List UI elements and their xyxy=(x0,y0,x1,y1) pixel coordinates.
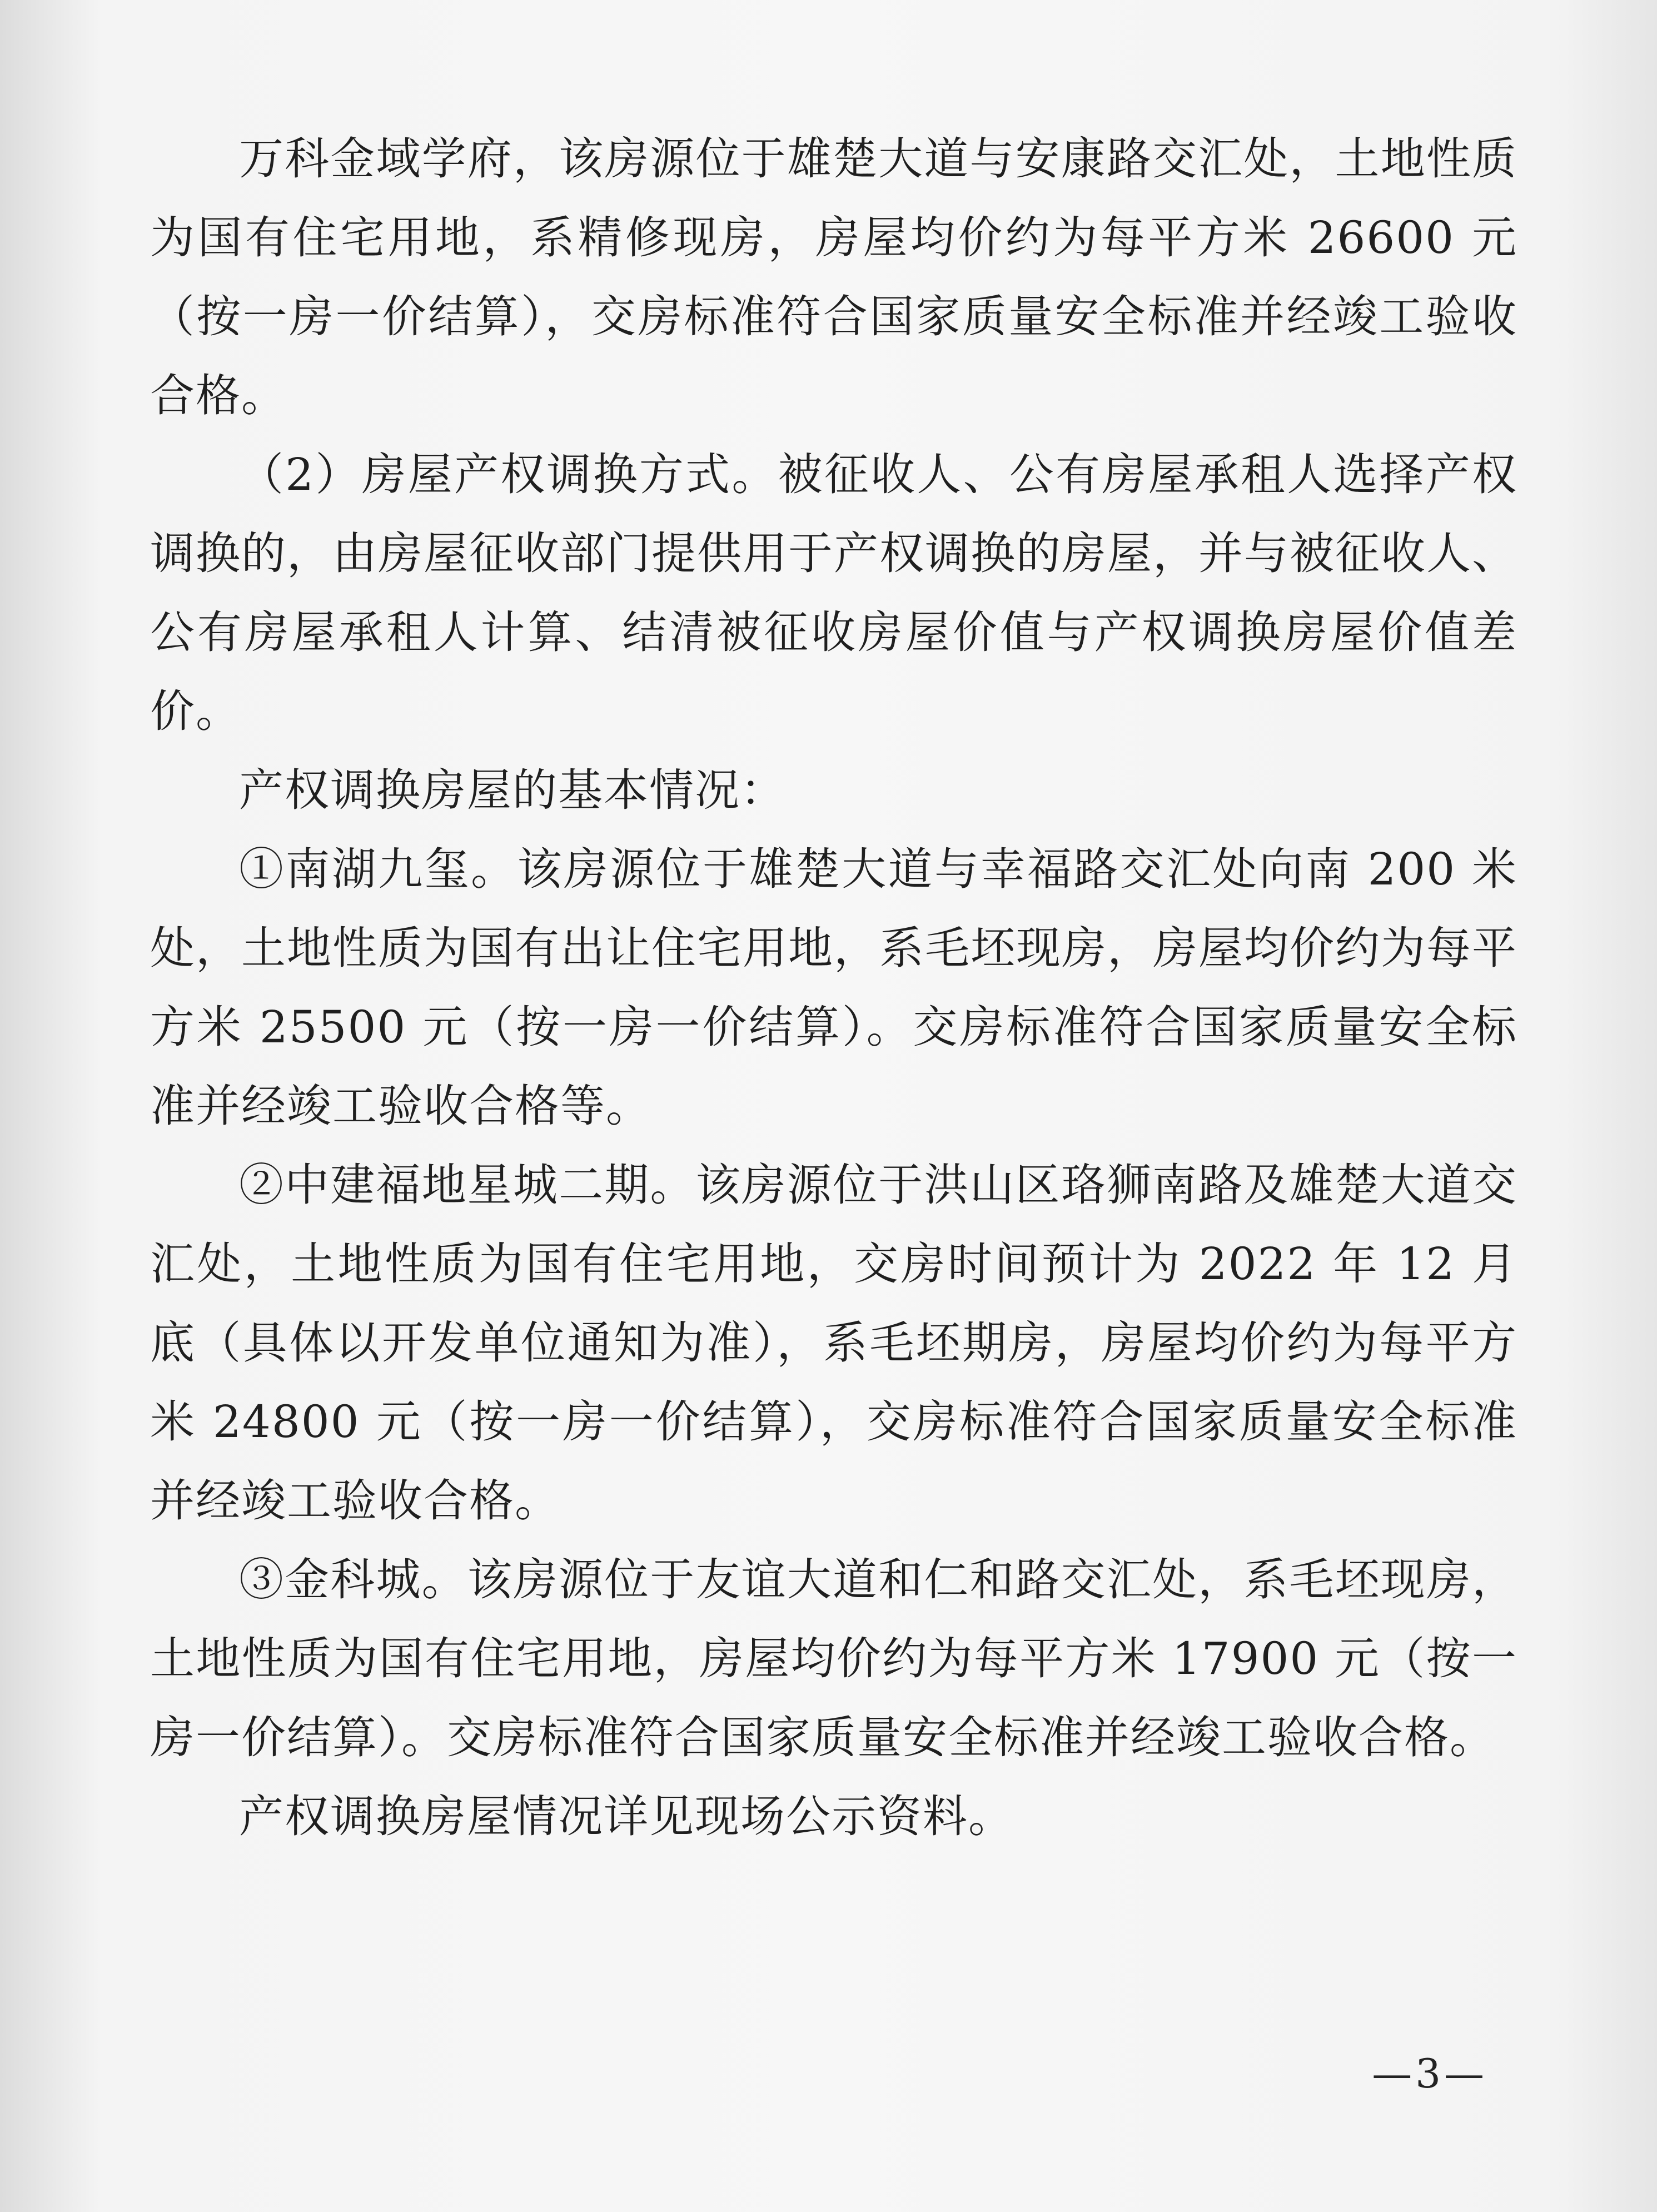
paragraph-wanke: 万科金域学府，该房源位于雄楚大道与安康路交汇处，土地性质为国有住宅用地，系精修现房，房屋均价约为每平方米 26600 元（按一房一价结算），交房标准符合国家质量安全标准并经竣工验收合格。 xyxy=(150,133,1517,421)
paragraph-jinke-cheng: ③金科城。该房源位于友谊大道和仁和路交汇处，系毛坯现房，土地性质为国有住宅用地，房屋均价约为每平方米 17900 元（按一房一价结算）。交房标准符合国家质量安全标准并经竣工验收合格。 xyxy=(150,1554,1517,1763)
paragraph-zhongjian-fudi: ②中建福地星城二期。该房源位于洪山区珞狮南路及雄楚大道交汇处，土地性质为国有住宅用地，交房时间预计为 2022 年 12 月底（具体以开发单位通知为准），系毛坯期房，房屋均价约为每平方米 24800 元（按一房一价结算），交房标准符合国家质量安全标准并经竣工验收合格。 xyxy=(150,1159,1517,1527)
document-body xyxy=(150,120,1517,1856)
paragraph-basic-info-heading: 产权调换房屋的基本情况： xyxy=(239,764,786,816)
paragraph-nanhu-jiuxi: ①南湖九玺。该房源位于雄楚大道与幸福路交汇处向南 200 米处，土地性质为国有出让住宅用地，系毛坯现房，房屋均价约为每平方米 25500 元（按一房一价结算）。交房标准符合国家质量安全标准并经竣工验收合格等。 xyxy=(150,843,1517,1132)
paragraph-property-exchange-method: （2）房屋产权调换方式。被征收人、公有房屋承租人选择产权调换的，由房屋征收部门提供用于产权调换的房屋，并与被征收人、公有房屋承租人计算、结清被征收房屋价值与产权调换房屋价值差价。 xyxy=(150,449,1517,737)
page-number: —3— xyxy=(1372,2050,1487,2097)
paragraph-see-onsite: 产权调换房屋情况详见现场公示资料。 xyxy=(239,1791,1014,1842)
